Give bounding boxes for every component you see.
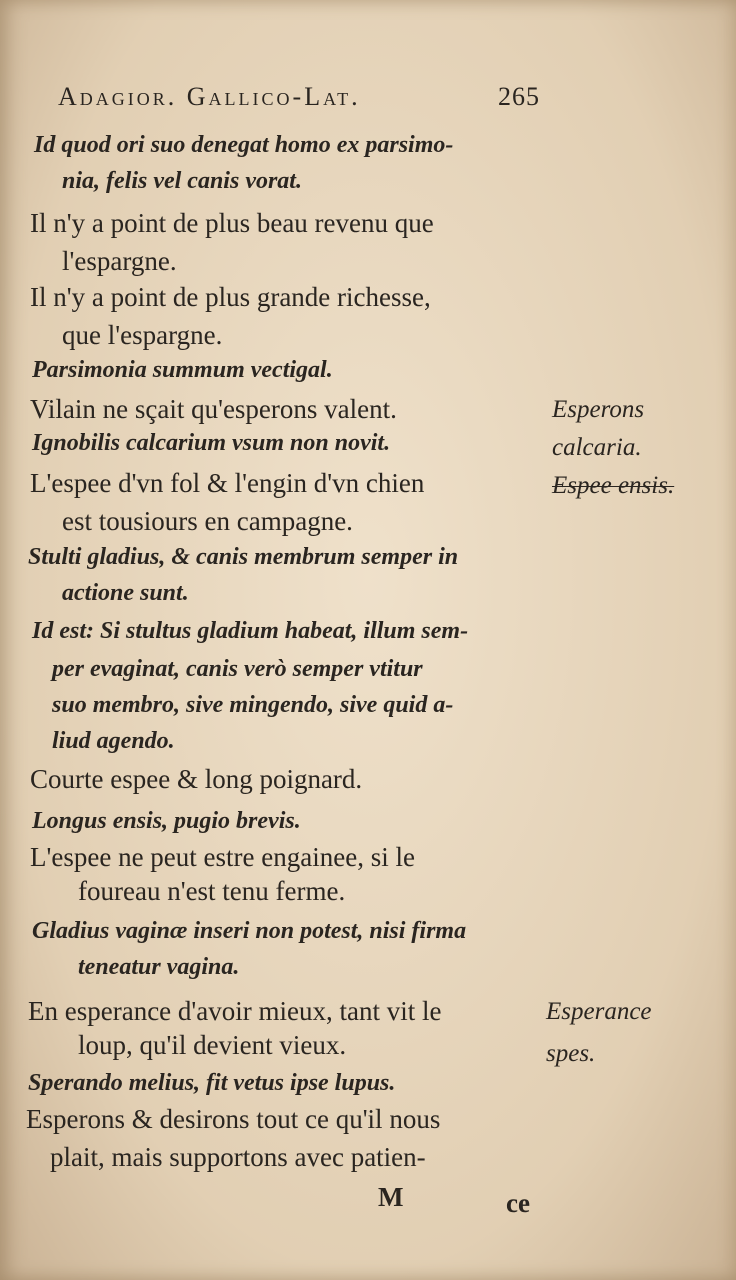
text-line: Il n'y a point de plus beau revenu que xyxy=(30,208,434,238)
catchword: ce xyxy=(506,1188,530,1218)
text-line: Esperons & desirons tout ce qu'il nous xyxy=(26,1104,441,1134)
text-line: per evaginat, canis verò semper vtitur xyxy=(52,656,423,682)
text-line: Stulti gladius, & canis membrum semper in xyxy=(28,544,459,570)
text-line: actione sunt. xyxy=(62,580,189,606)
text-line: est tousiours en campagne. xyxy=(62,506,353,536)
text-line: que l'espargne. xyxy=(62,320,223,350)
text-line: Longus ensis, pugio brevis. xyxy=(32,808,301,834)
text-line: foureau n'est tenu ferme. xyxy=(78,876,346,906)
text-line: plait, mais supportons avec patien- xyxy=(50,1142,426,1172)
text-line: Gladius vaginæ inseri non potest, nisi firma xyxy=(32,918,467,944)
marginal-note: spes. xyxy=(546,1040,596,1067)
text-line: Id est: Si stultus gladium habeat, illum sem- xyxy=(32,618,469,644)
page-number: 265 xyxy=(498,82,540,111)
text-line: Il n'y a point de plus grande richesse, xyxy=(30,282,431,312)
text-line: nia, felis vel canis vorat. xyxy=(62,168,302,194)
text-line: loup, qu'il devient vieux. xyxy=(78,1030,347,1060)
text-line: liud agendo. xyxy=(52,728,175,754)
marginal-note: calcaria. xyxy=(552,434,642,461)
text-line: L'espee ne peut estre engainee, si le xyxy=(30,842,415,872)
text-line: suo membro, sive mingendo, sive quid a- xyxy=(52,692,454,718)
text-line: Courte espee & long poignard. xyxy=(30,764,363,794)
text-line: En esperance d'avoir mieux, tant vit le xyxy=(28,996,442,1026)
running-title: Adagior. Gallico-Lat. xyxy=(58,82,361,111)
marginal-note: Esperance xyxy=(546,998,652,1025)
text-line: Sperando melius, fit vetus ipse lupus. xyxy=(28,1070,396,1096)
text-line: Id quod ori suo denegat homo ex parsimo- xyxy=(34,132,454,158)
running-header xyxy=(58,82,558,112)
text-line: teneatur vagina. xyxy=(78,954,240,980)
text-line: L'espee d'vn fol & l'engin d'vn chien xyxy=(30,468,425,498)
marginal-note: Esperons xyxy=(552,396,645,423)
marginal-note: Espee ensis. xyxy=(552,472,675,499)
text-line: Ignobilis calcarium vsum non novit. xyxy=(32,430,391,456)
signature-mark: M xyxy=(378,1182,404,1212)
text-line: Vilain ne sçait qu'esperons valent. xyxy=(30,394,397,424)
text-line: Parsimonia summum vectigal. xyxy=(32,357,333,383)
text-line: l'espargne. xyxy=(62,246,177,276)
